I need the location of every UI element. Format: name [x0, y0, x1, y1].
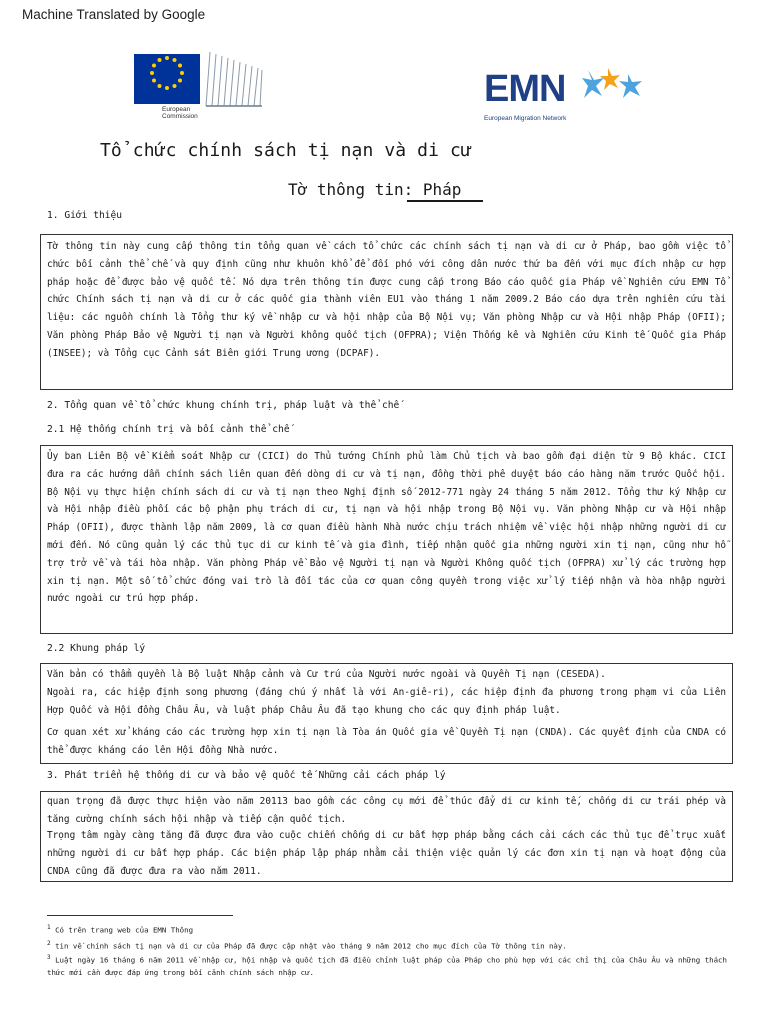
- section-3-p2: Trọng tâm ngày càng tăng đã được đưa vào cuộc chiến chống di cư bất hợp pháp bằng cách cải cách các thủ tục để trục xuất những người di cư bất hợp pháp. Các biện pháp lập pháp nhằm cải thiện việc quản lý các đơn xin tị nạn và hoạt động của CNDA cũng đã được đưa ra vào năm 2011.: [47, 830, 726, 877]
- footnote-1: [47, 921, 737, 936]
- section-2-2-p1: Văn bản có thẩm quyền là Bộ luật Nhập cảnh và Cư trú của Người nước ngoài và Quyền Tị nạn (CESEDA).: [47, 669, 606, 680]
- footnote-1-text: Có trên trang web của EMN Thông: [55, 925, 194, 935]
- section-2-2-heading: 2.2 Khung pháp lý: [47, 643, 146, 654]
- document-title: Tổ chức chính sách tị nạn và di cư: [100, 140, 472, 161]
- section-3-p1: quan trọng đã được thực hiện vào năm 20113 bao gồm các công cụ mới để thúc đẩy di cư kinh tế, chống di cư trái phép và tăng cường chính sách hội nhập và tiếp cận quốc tịch.: [47, 796, 726, 825]
- footnote-2-text: tin về chính sách tị nạn và di cư của Pháp đã được cập nhật vào tháng 9 năm 2012 cho mục đích của Tờ thông tin này.: [55, 941, 567, 951]
- section-2-2-p3: Cơ quan xét xử kháng cáo các trường hợp xin tị nạn là Tòa án Quốc gia về Quyền Tị nạn (CNDA). Các quyết định của CNDA có thể được kháng cáo lên Hội đồng Nhà nước.: [47, 727, 726, 756]
- footnote-2-mark: 2: [47, 940, 51, 947]
- section-2-1-heading: 2.1 Hệ thống chính trị và bối cảnh thể chế: [47, 424, 290, 435]
- document-subtitle: Tờ thông tin: Pháp: [288, 180, 462, 199]
- section-1-box: [40, 234, 733, 390]
- eu-stars-icon: [134, 48, 200, 98]
- footnote-3-mark: 3: [47, 954, 51, 961]
- section-2-2-box: [40, 663, 733, 764]
- section-2-1-box: [40, 445, 733, 634]
- emn-stars-icon: [582, 66, 648, 106]
- ec-logo-text: European Commission: [162, 106, 198, 120]
- translation-banner: Machine Translated by Google: [22, 7, 206, 22]
- footnote-3: [47, 951, 737, 979]
- footnote-1-mark: 1: [47, 924, 51, 931]
- section-1-body: Tờ thông tin này cung cấp thông tin tổng quan về cách tổ chức các chính sách tị nạn và di cư ở Pháp, bao gồm việc tổ chức bối cảnh thể chế và quy định cũng như khuôn khổ để đối phó với công dân nước thứ ba đến với mục đích nhập cư hợp pháp hoặc để được bảo vệ quốc tế. Nó dựa trên thông tin được cung cấp trong Báo cáo quốc gia Pháp về Nghiên cứu EMN Tổ chức Chính sách tị nạn và di cư ở các quốc gia thành viên EU1 vào tháng 1 năm 2009.2 Báo cáo dựa trên nghiên cứu tài liệu: các nguồn chính là Tổng thư ký về nhập cư và hội nhập của Bộ Nội vụ; Văn phòng Nhập cư và Hội nhập Pháp (OFII); Văn phòng Pháp Bảo vệ Người tị nạn và Người không quốc tịch (OFPRA); Viện Thống kê và Nghiên cứu Kinh tế Quốc gia Pháp (INSEE); và Tổng cục Cảnh sát Biên giới Trung ương (DCPAF).: [47, 241, 726, 359]
- emn-wordmark: EMN: [484, 68, 566, 110]
- section-3-heading: 3. Phát triển hệ thống di cư và bảo vệ quốc tế Những cải cách pháp lý: [47, 770, 446, 781]
- section-3-box: [40, 791, 733, 882]
- section-2-2-p2: Ngoài ra, các hiệp định song phương (đáng chú ý nhất là với An-giê-ri), các hiệp định đa phương trong phạm vi của Liên Hợp Quốc và Hội đồng Châu Âu, và luật pháp Châu Âu đã tạo khung cho các quy định pháp luật.: [47, 687, 726, 716]
- subtitle-underline: [407, 200, 483, 202]
- section-1-heading: 1. Giới thiệu: [47, 210, 123, 221]
- emn-subtitle: European Migration Network: [484, 115, 567, 122]
- section-2-heading: 2. Tổng quan về tổ chức khung chính trị, pháp luật và thể chế: [47, 400, 400, 411]
- berlaymont-building-icon: [204, 48, 264, 108]
- footnote-rule: [47, 915, 233, 916]
- european-commission-logo: [134, 48, 266, 128]
- section-2-1-body: Ủy ban Liên Bộ về Kiểm soát Nhập cư (CICI) do Thủ tướng Chính phủ làm Chủ tịch và bao gồm đại diện từ 9 Bộ khác. CICI đưa ra các hướng dẫn chính sách liên quan đến dòng di cư và tị nạn, đồng thời phê duyệt báo cáo hàng năm trước Quốc hội. Bộ Nội vụ thực hiện chính sách di cư và tị nạn theo Nghị định số 2012-771 ngày 24 tháng 5 năm 2012. Tổng thư ký Nhập cư và Hội nhập điều phối các bộ phận phụ trách di cư, tị nạn và hội nhập trong Bộ Nội vụ. Văn phòng Nhập cư và Hội nhập Pháp (OFII), được thành lập năm 2009, là cơ quan điều hành Nhà nước chịu trách nhiệm về việc hội nhập những người di cư mới đến. Nó cũng quản lý các thủ tục di cư kinh tế và gia đình, tiếp nhận quốc gia những người xin tị nạn, cũng như hỗ trợ trở về và tái hòa nhập. Văn phòng Pháp về Bảo vệ Người tị nạn và Người Không quốc tịch (OFPRA) xử lý các trường hợp xin tị nạn. Một số tổ chức đóng vai trò là đối tác của cơ quan công quyền trong việc xử lý tiếp nhận và hòa nhập người nước ngoài cư trú hợp pháp.: [47, 451, 726, 605]
- footnote-3-text: Luật ngày 16 tháng 6 năm 2011 về nhập cư, hội nhập và quốc tịch đã điều chỉnh luật pháp của Pháp cho phù hợp với các chỉ thị của Châu Âu và những thách thức mới cần được đáp ứng trong bối cảnh chính sách nhập cư.: [47, 955, 727, 978]
- emn-logo: [484, 66, 654, 128]
